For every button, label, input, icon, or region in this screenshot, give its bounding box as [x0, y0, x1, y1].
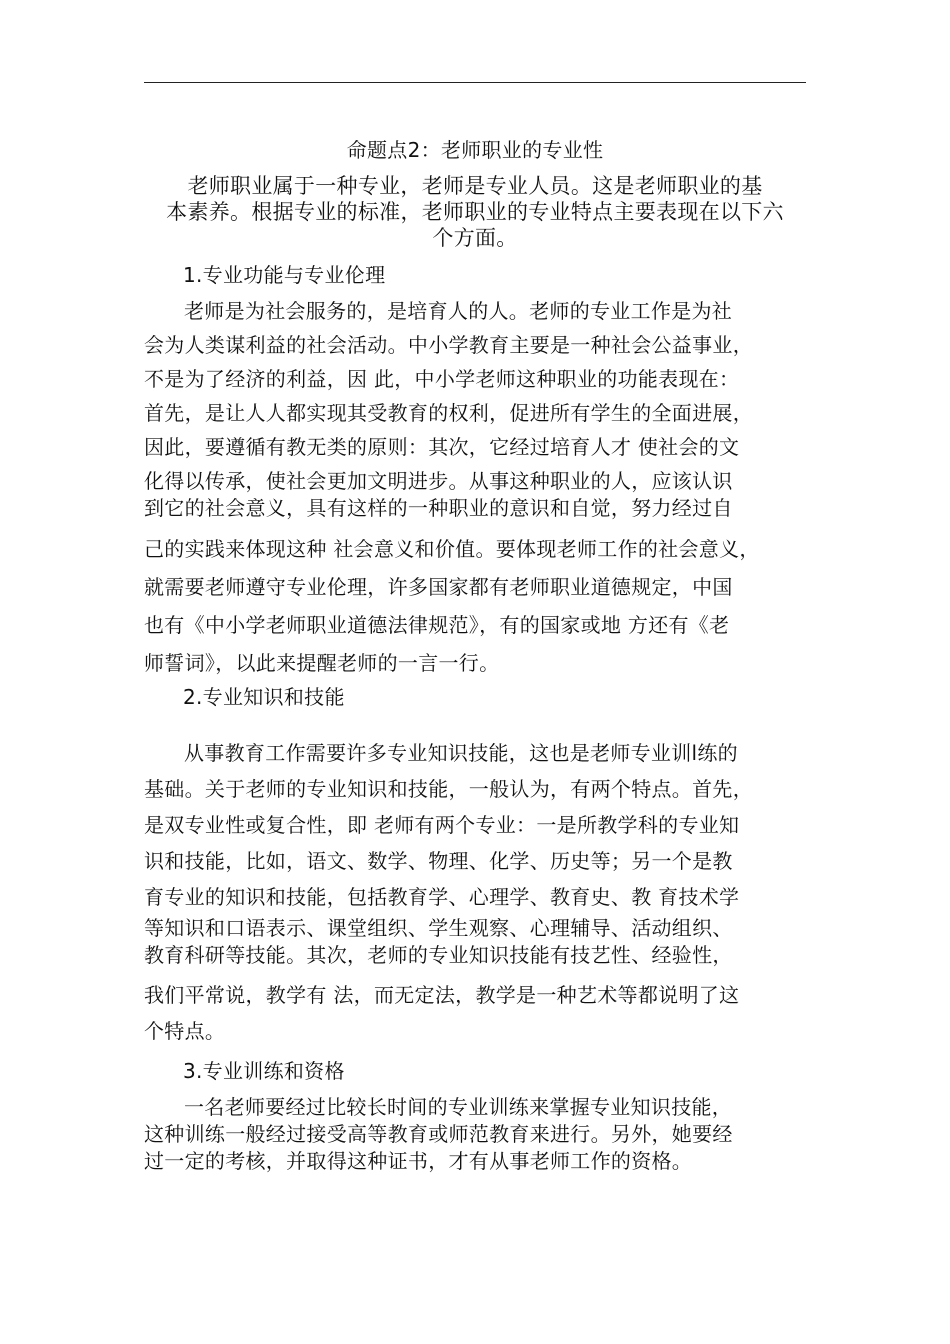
- paragraph-line: 就需要老师遵守专业伦理，许多国家都有老师职业道德规定，中国: [144, 575, 733, 599]
- paragraph-line: 也有《中小学老师职业道德法律规范》，有的国家或地 方还有《老: [144, 613, 730, 637]
- paragraph-line: 这种训练一般经过接受高等教育或师范教育来进行。另外，她要经: [144, 1122, 733, 1146]
- intro-line: 老师职业属于一种专业，老师是专业人员。这是老师职业的基: [187, 174, 763, 198]
- section-2-paragraph: [144, 735, 806, 915]
- section-heading-3: 3.专业训练和资格: [183, 1059, 345, 1083]
- header-rule: [144, 82, 806, 83]
- paragraph-line: 育专业的知识和技能，包括教育学、心理学、教育史、教 育技术学: [144, 885, 740, 909]
- paragraph-line: 从事教育工作需要许多专业知识技能，这也是老师专业训l练的: [184, 741, 738, 765]
- intro-paragraph: [144, 173, 806, 251]
- section-heading-1: 1.专业功能与专业伦理: [183, 263, 386, 287]
- paragraph-line: 会为人类谋利益的社会活动。中小学教育主要是一种社会公益事业，: [144, 333, 753, 357]
- section-3-paragraph: [144, 1094, 806, 1175]
- section-1-paragraph-end: [144, 530, 806, 682]
- paragraph-line: 基础。关于老师的专业知识和技能，一般认为，有两个特点。首先，: [144, 777, 753, 801]
- paragraph-line: 我们平常说，教学有 法，而无定法，教学是一种艺术等都说明了这: [144, 983, 740, 1007]
- paragraph-line: 不是为了经济的利益，因 此，中小学老师这种职业的功能表现在：: [144, 367, 740, 391]
- paragraph-line: 首先，是让人人都实现其受教育的权利，促进所有学生的全面进展，: [144, 401, 753, 425]
- paragraph-line: 过一定的考核，并取得这种证书，才有从事老师工作的资格。: [144, 1149, 693, 1173]
- paragraph-line: 老师是为社会服务的，是培育人的人。老师的专业工作是为社: [184, 299, 733, 323]
- section-heading-2: 2.专业知识和技能: [183, 685, 345, 709]
- paragraph-line: 是双专业性或复合性，即 老师有两个专业：一是所教学科的专业知: [144, 813, 740, 837]
- section-1-paragraph: [144, 294, 806, 464]
- section-2-paragraph-end: [144, 977, 806, 1049]
- paragraph-line: 化得以传承，使社会更加文明进步。从事这种职业的人，应该认识: [144, 469, 733, 493]
- paragraph-line: 一名老师要经过比较长时间的专业训练来掌握专业知识技能，: [184, 1095, 733, 1119]
- section-2-paragraph-cont: [144, 915, 806, 969]
- paragraph-line: 己的实践来体现这种 社会意义和价值。要体现老师工作的社会意义，: [144, 537, 760, 561]
- paragraph-line: 等知识和口语表示、课堂组织、学生观察、心理辅导、活动组织、: [144, 916, 733, 940]
- paragraph-line: 个特点。: [144, 1019, 226, 1043]
- intro-line: 个方面。: [432, 226, 518, 250]
- page-title: 命题点2：老师职业的专业性: [346, 138, 604, 162]
- paragraph-line: 教育科研等技能。其次，老师的专业知识技能有技艺性、经验性，: [144, 943, 733, 967]
- paragraph-line: 识和技能，比如，语文、数学、物理、化学、历史等；另一个是教: [144, 849, 733, 873]
- section-1-paragraph-cont: [144, 468, 806, 522]
- paragraph-line: 因此，要遵循有教无类的原则：其次，它经过培育人才 使社会的文: [144, 435, 740, 459]
- paragraph-line: 师誓词》，以此来提醒老师的一言一行。: [144, 651, 500, 675]
- intro-line: 本素养。根据专业的标准，老师职业的专业特点主要表现在以下六: [166, 200, 784, 224]
- paragraph-line: 到它的社会意义，具有这样的一种职业的意识和自觉，努力经过自: [144, 496, 733, 520]
